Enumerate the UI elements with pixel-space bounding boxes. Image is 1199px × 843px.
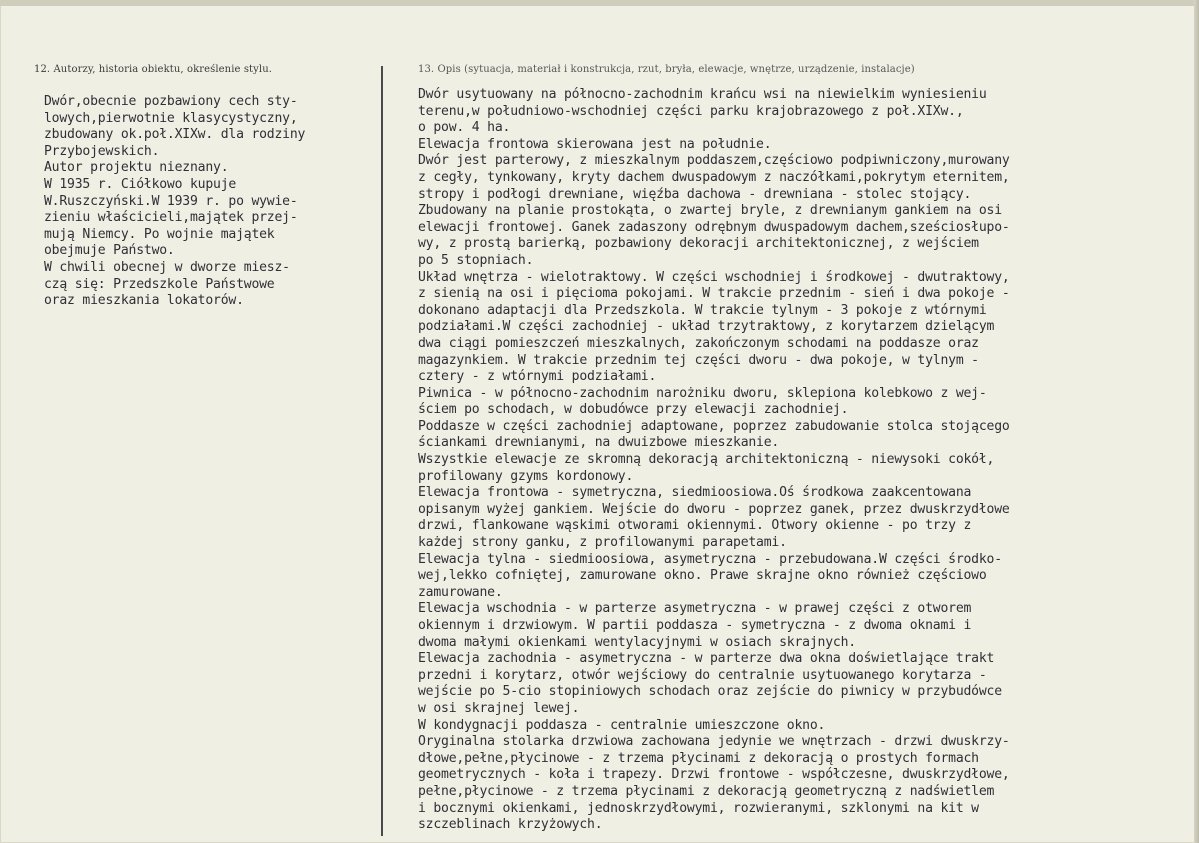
text-line: Przybojewskich.	[44, 143, 160, 159]
text-line: Dwór,obecnie pozbawiony cech sty-	[44, 94, 298, 109]
text-line: Poddasze w części zachodniej adaptowane, poprzez zabudowanie stolca stojącego	[418, 418, 1010, 434]
text-line: dokonano adaptacji dla Przedszkola. W trakcie tylnym - 3 pokoje z wtórnymi	[418, 302, 987, 318]
text-line: lowych,pierwotnie klasycystyczny,	[44, 110, 298, 126]
text-line: wejście po 5-cio stopiniowych schodach oraz zejście do piwnicy w przybudówce	[418, 684, 1002, 700]
text-line: ściem po schodach, w dobudówce przy elewacji zachodniej.	[418, 402, 849, 418]
text-line: dłowe,pełne,płycinowe - z trzema płycinami z dekoracją o prostych formach	[418, 750, 979, 766]
description-text	[418, 87, 1010, 834]
text-line: Układ wnętrza - wielotraktowy. W części wschodniej i środkowej - dwutraktowy,	[418, 269, 1010, 285]
text-line: zbudowany ok.poł.XIXw. dla rodziny	[44, 127, 306, 143]
text-line: zieniu właścicieli,majątek przej-	[44, 210, 298, 226]
text-line: Elewacja frontowa - symetryczna, siedmioosiowa.Oś środkowa zaakcentowana	[418, 485, 972, 501]
text-line: ściankami drewnianymi, na dwuizbowe mieszkanie.	[418, 435, 780, 451]
text-line: W.Ruszczyński.W 1939 r. po wywie-	[44, 193, 298, 209]
text-line: W 1935 r. Ciółkowo kupuje	[44, 176, 237, 192]
text-line: wej,lekko cofniętej, zamurowane okno. Prawe skrajne okno również częściowo	[418, 568, 987, 584]
text-line: i bocznymi okienkami, jednoskrzydłowymi, rozwieranymi, szklonymi na kit w	[418, 800, 979, 816]
text-line: opisanym wyżej gankiem. Wejście do dworu - poprzez ganek, przez dwuskrzydłowe	[418, 501, 1010, 517]
text-line: Elewacja zachodnia - asymetryczna - w parterze dwa okna doświetlające trakt	[418, 651, 995, 667]
text-line: Dwór usytuowany na północno-zachodnim krańcu wsi na niewielkim wyniesieniu	[418, 87, 987, 102]
text-line: wy, z prostą barierką, pozbawiony dekoracji architektonicznej, z wejściem	[418, 236, 979, 252]
text-line: Wszystkie elewacje ze skromną dekoracją architektoniczną - niewysoki cokół,	[418, 452, 995, 468]
section-12-header: 12. Autorzy, historia obiektu, określenie stylu.	[34, 64, 273, 75]
text-line: magazynkiem. W trakcie przednim tej części dworu - dwa pokoje, w tylnym -	[418, 352, 979, 368]
text-line: Elewacja frontowa skierowana jest na południe.	[418, 136, 772, 152]
text-line: przedni i korytarz, otwór wejściowy do centralnie usytuowanego korytarza -	[418, 667, 987, 683]
text-line: podziałami.W części zachodniej - układ trzytraktowy, z korytarzem dzielącym	[418, 319, 995, 335]
text-line: mują Niemcy. Po wojnie majątek	[44, 226, 275, 242]
history-text	[44, 94, 305, 310]
text-line: elewacji frontowej. Ganek zadaszony odrębnym dwuspadowym dachem,sześciosłupo-	[418, 219, 1010, 235]
text-line: czą się: Przedszkole Państwowe	[44, 276, 275, 292]
text-line: okiennym i drzwiowym. W partii poddasza - symetryczna - z dwoma oknami i	[418, 618, 972, 633]
text-line: W kondygnacji poddasza - centralnie umieszczone okno.	[418, 717, 826, 733]
page-edge	[1194, 0, 1199, 843]
text-line: cztery - z wtórnymi podziałami.	[418, 369, 657, 385]
text-line: Zbudowany na planie prostokąta, o zwartej bryle, z drewnianym gankiem na osi	[418, 203, 1002, 219]
text-line: Elewacja wschodnia - w parterze asymetryczna - w prawej części z otworem	[418, 601, 972, 617]
text-line: Dwór jest parterowy, z mieszkalnym poddaszem,częściowo podpiwniczony,murowany	[418, 153, 1010, 169]
section-13-header: 13. Opis (sytuacja, materiał i konstrukcja, rzut, bryła, elewacje, wnętrze, urządzenie, instalacje)	[418, 64, 915, 75]
column-divider	[381, 66, 383, 836]
text-line: zamurowane.	[418, 584, 503, 600]
text-line: oraz mieszkania lokatorów.	[44, 293, 244, 309]
text-line: W chwili obecnej w dworze miesz-	[44, 259, 290, 275]
text-line: dwa ciągi pomieszczeń mieszkalnych, zakończonym schodami na poddasze oraz	[418, 335, 979, 351]
text-line: szczeblinach krzyżowych.	[418, 817, 603, 833]
text-line: obejmuje Państwo.	[44, 243, 175, 259]
top-shadow	[0, 0, 1199, 6]
text-line: terenu,w południowo-wschodniej części parku krajobrazowego z poł.XIXw.,	[418, 103, 964, 119]
text-line: Piwnica - w północno-zachodnim narożniku dworu, sklepiona kolebkowo z wej-	[418, 385, 987, 401]
text-line: profilowany gzyms kordonowy.	[418, 468, 634, 484]
text-line: stropy i podłogi drewniane, więźba dachowa - drewniana - stolec stojący.	[418, 186, 972, 202]
text-line: po 5 stopniach.	[418, 252, 534, 268]
text-line: Autor projektu nieznany.	[44, 160, 229, 176]
text-line: w osi skrajnej lewej.	[418, 700, 580, 716]
text-line: każdej strony ganku, z profilowanymi parapetami.	[418, 535, 787, 551]
text-line: drzwi, flankowane wąskimi otworami okiennymi. Otwory okienne - po trzy z	[418, 518, 972, 534]
text-line: z cegły, tynkowany, kryty dachem dwuspadowym z naczółkami,pokrytym eternitem,	[418, 169, 1010, 185]
text-line: Oryginalna stolarka drzwiowa zachowana jedynie we wnętrzach - drzwi dwuskrzy-	[418, 734, 1010, 750]
text-line: pełne,płycinowe - z trzema płycinami z dekoracją geometryczną z nadświetlem	[418, 783, 995, 799]
text-line: z sienią na osi i pięcioma pokojami. W trakcie przednim - sień i dwa pokoje -	[418, 286, 1010, 302]
text-line: dwoma małymi okienkami wentylacyjnymi w osiach skrajnych.	[418, 634, 856, 650]
text-line: geometrycznych - koła i trapezy. Drzwi frontowe - współczesne, dwuskrzydłowe,	[418, 767, 1010, 783]
text-line: o pow. 4 ha.	[418, 120, 511, 136]
text-line: Elewacja tylna - siedmioosiowa, asymetryczna - przebudowana.W części środko-	[418, 551, 1002, 567]
